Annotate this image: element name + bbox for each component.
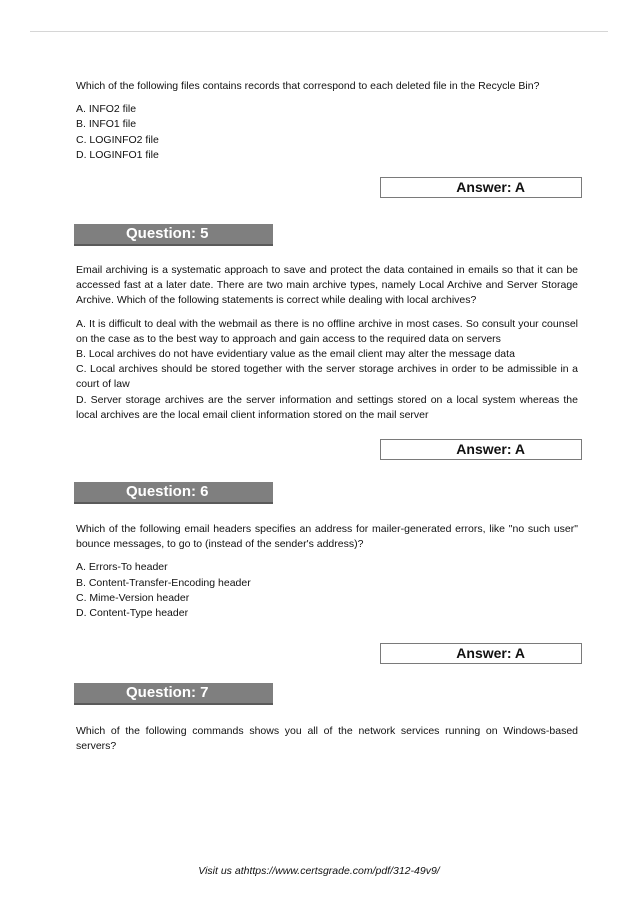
- question-5-option-d: D. Server storage archives are the server information and settings stored on a local system whereas the local archives are the local email client information stored on the mail server: [76, 393, 578, 421]
- question-4-block: [76, 79, 578, 163]
- question-7-stem: Which of the following commands shows you all of the network services running on Windows-based servers?: [76, 725, 578, 753]
- question-6-header: Question: 6: [74, 482, 273, 504]
- question-6-option-a: A. Errors-To header: [76, 561, 168, 574]
- question-4-option-a: A. INFO2 file: [76, 103, 137, 116]
- question-5-option-c: C. Local archives should be stored together with the server storage archives in order to be admissible in a court of law: [76, 363, 578, 391]
- question-5-answer: Answer: A: [380, 439, 582, 460]
- question-4-stem: Which of the following files contains records that correspond to each deleted file in the Recycle Bin?: [76, 80, 540, 92]
- footer-link[interactable]: Visit us athttps://www.certsgrade.com/pdf/312-49v9/: [198, 865, 440, 877]
- question-6-stem: Which of the following email headers specifies an address for mailer-generated errors, like "no such user" bounce messages, to go to (instead of the sender's address)?: [76, 523, 578, 551]
- question-5-block: [76, 263, 578, 423]
- question-5-stem: Email archiving is a systematic approach to save and protect the data contained in emails so that it can be accessed fast at a later date. There are two main archive types, namely Local Archive and Server Storage Archive. Which of the following statements is correct while dealing with local archives?: [76, 264, 578, 307]
- question-4-answer: Answer: A: [380, 177, 582, 198]
- question-6-answer: Answer: A: [380, 643, 582, 664]
- question-6-option-b: B. Content-Transfer-Encoding header: [76, 576, 251, 589]
- question-7-block: [76, 724, 578, 754]
- question-7-header: Question: 7: [74, 683, 273, 705]
- question-4-option-d: D. LOGINFO1 file: [76, 148, 159, 161]
- question-6-option-c: C. Mime-Version header: [76, 591, 190, 604]
- question-4-option-b: B. INFO1 file: [76, 118, 137, 131]
- question-6-block: [76, 522, 578, 621]
- question-5-option-a: A. It is difficult to deal with the webmail as there is no offline archive in most cases. So consult your counsel on the case as to the best way to approach and gain access to the required data on servers: [76, 317, 578, 345]
- question-5-header: Question: 5: [74, 224, 273, 246]
- top-divider: [30, 31, 608, 32]
- question-6-option-d: D. Content-Type header: [76, 607, 189, 620]
- question-5-option-b: B. Local archives do not have evidentiary value as the email client may alter the message data: [76, 348, 515, 361]
- question-4-option-c: C. LOGINFO2 file: [76, 133, 159, 146]
